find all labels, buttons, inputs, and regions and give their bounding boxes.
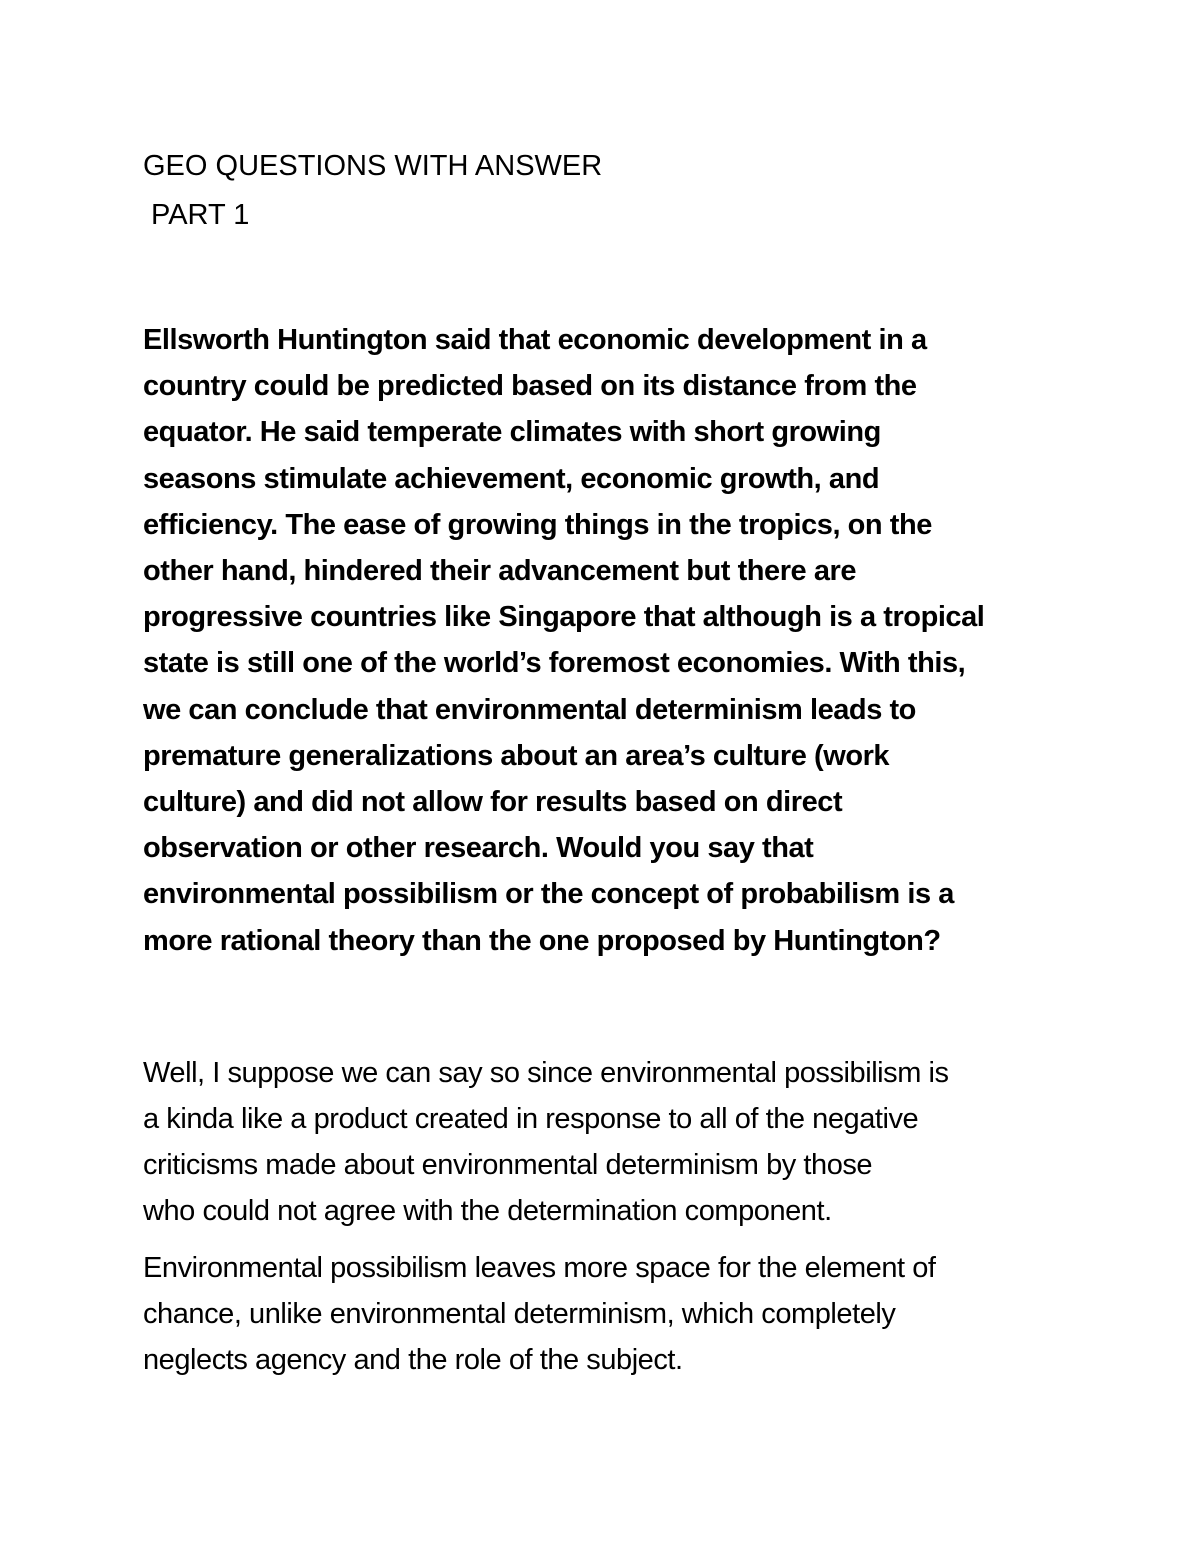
part-heading: PART 1 <box>151 199 250 231</box>
answer-paragraph-2 <box>143 1245 1073 1384</box>
document-title: GEO QUESTIONS WITH ANSWER <box>143 150 603 182</box>
question-line: equator. He said temperate climates with short growing <box>143 416 881 449</box>
question-line: seasons stimulate achievement, economic growth, and <box>143 462 880 495</box>
question-line: country could be predicted based on its distance from the <box>143 370 917 403</box>
question-line: we can conclude that environmental determinism leads to <box>143 693 916 726</box>
question-line: efficiency. The ease of growing things in the tropics, on the <box>143 508 932 541</box>
question-paragraph <box>143 317 1073 964</box>
answer-line: a kinda like a product created in response to all of the negative <box>143 1103 919 1136</box>
question-line: observation or other research. Would you say that <box>143 832 814 865</box>
answer-line: criticisms made about environmental determinism by those <box>143 1149 873 1182</box>
document-content <box>143 144 1073 1383</box>
answer-line: who could not agree with the determination component. <box>143 1195 832 1228</box>
question-line: environmental possibilism or the concept of probabilism is a <box>143 878 954 911</box>
answer-line: Well, I suppose we can say so since environmental possibilism is <box>143 1056 949 1089</box>
answer-paragraph-1 <box>143 1050 1073 1235</box>
question-line: Ellsworth Huntington said that economic development in a <box>143 324 927 356</box>
answer-line: Environmental possibilism leaves more space for the element of <box>143 1251 936 1284</box>
question-line: culture) and did not allow for results based on direct <box>143 786 843 819</box>
question-line: more rational theory than the one proposed by Huntington? <box>143 924 941 957</box>
question-line: other hand, hindered their advancement but there are <box>143 555 857 588</box>
question-line: state is still one of the world’s foremost economies. With this, <box>143 647 966 680</box>
question-line: progressive countries like Singapore that although is a tropical <box>143 601 985 634</box>
question-line: premature generalizations about an area’s culture (work <box>143 739 890 772</box>
answer-line: chance, unlike environmental determinism, which completely <box>143 1297 896 1330</box>
answer-line: neglects agency and the role of the subject. <box>143 1344 683 1377</box>
